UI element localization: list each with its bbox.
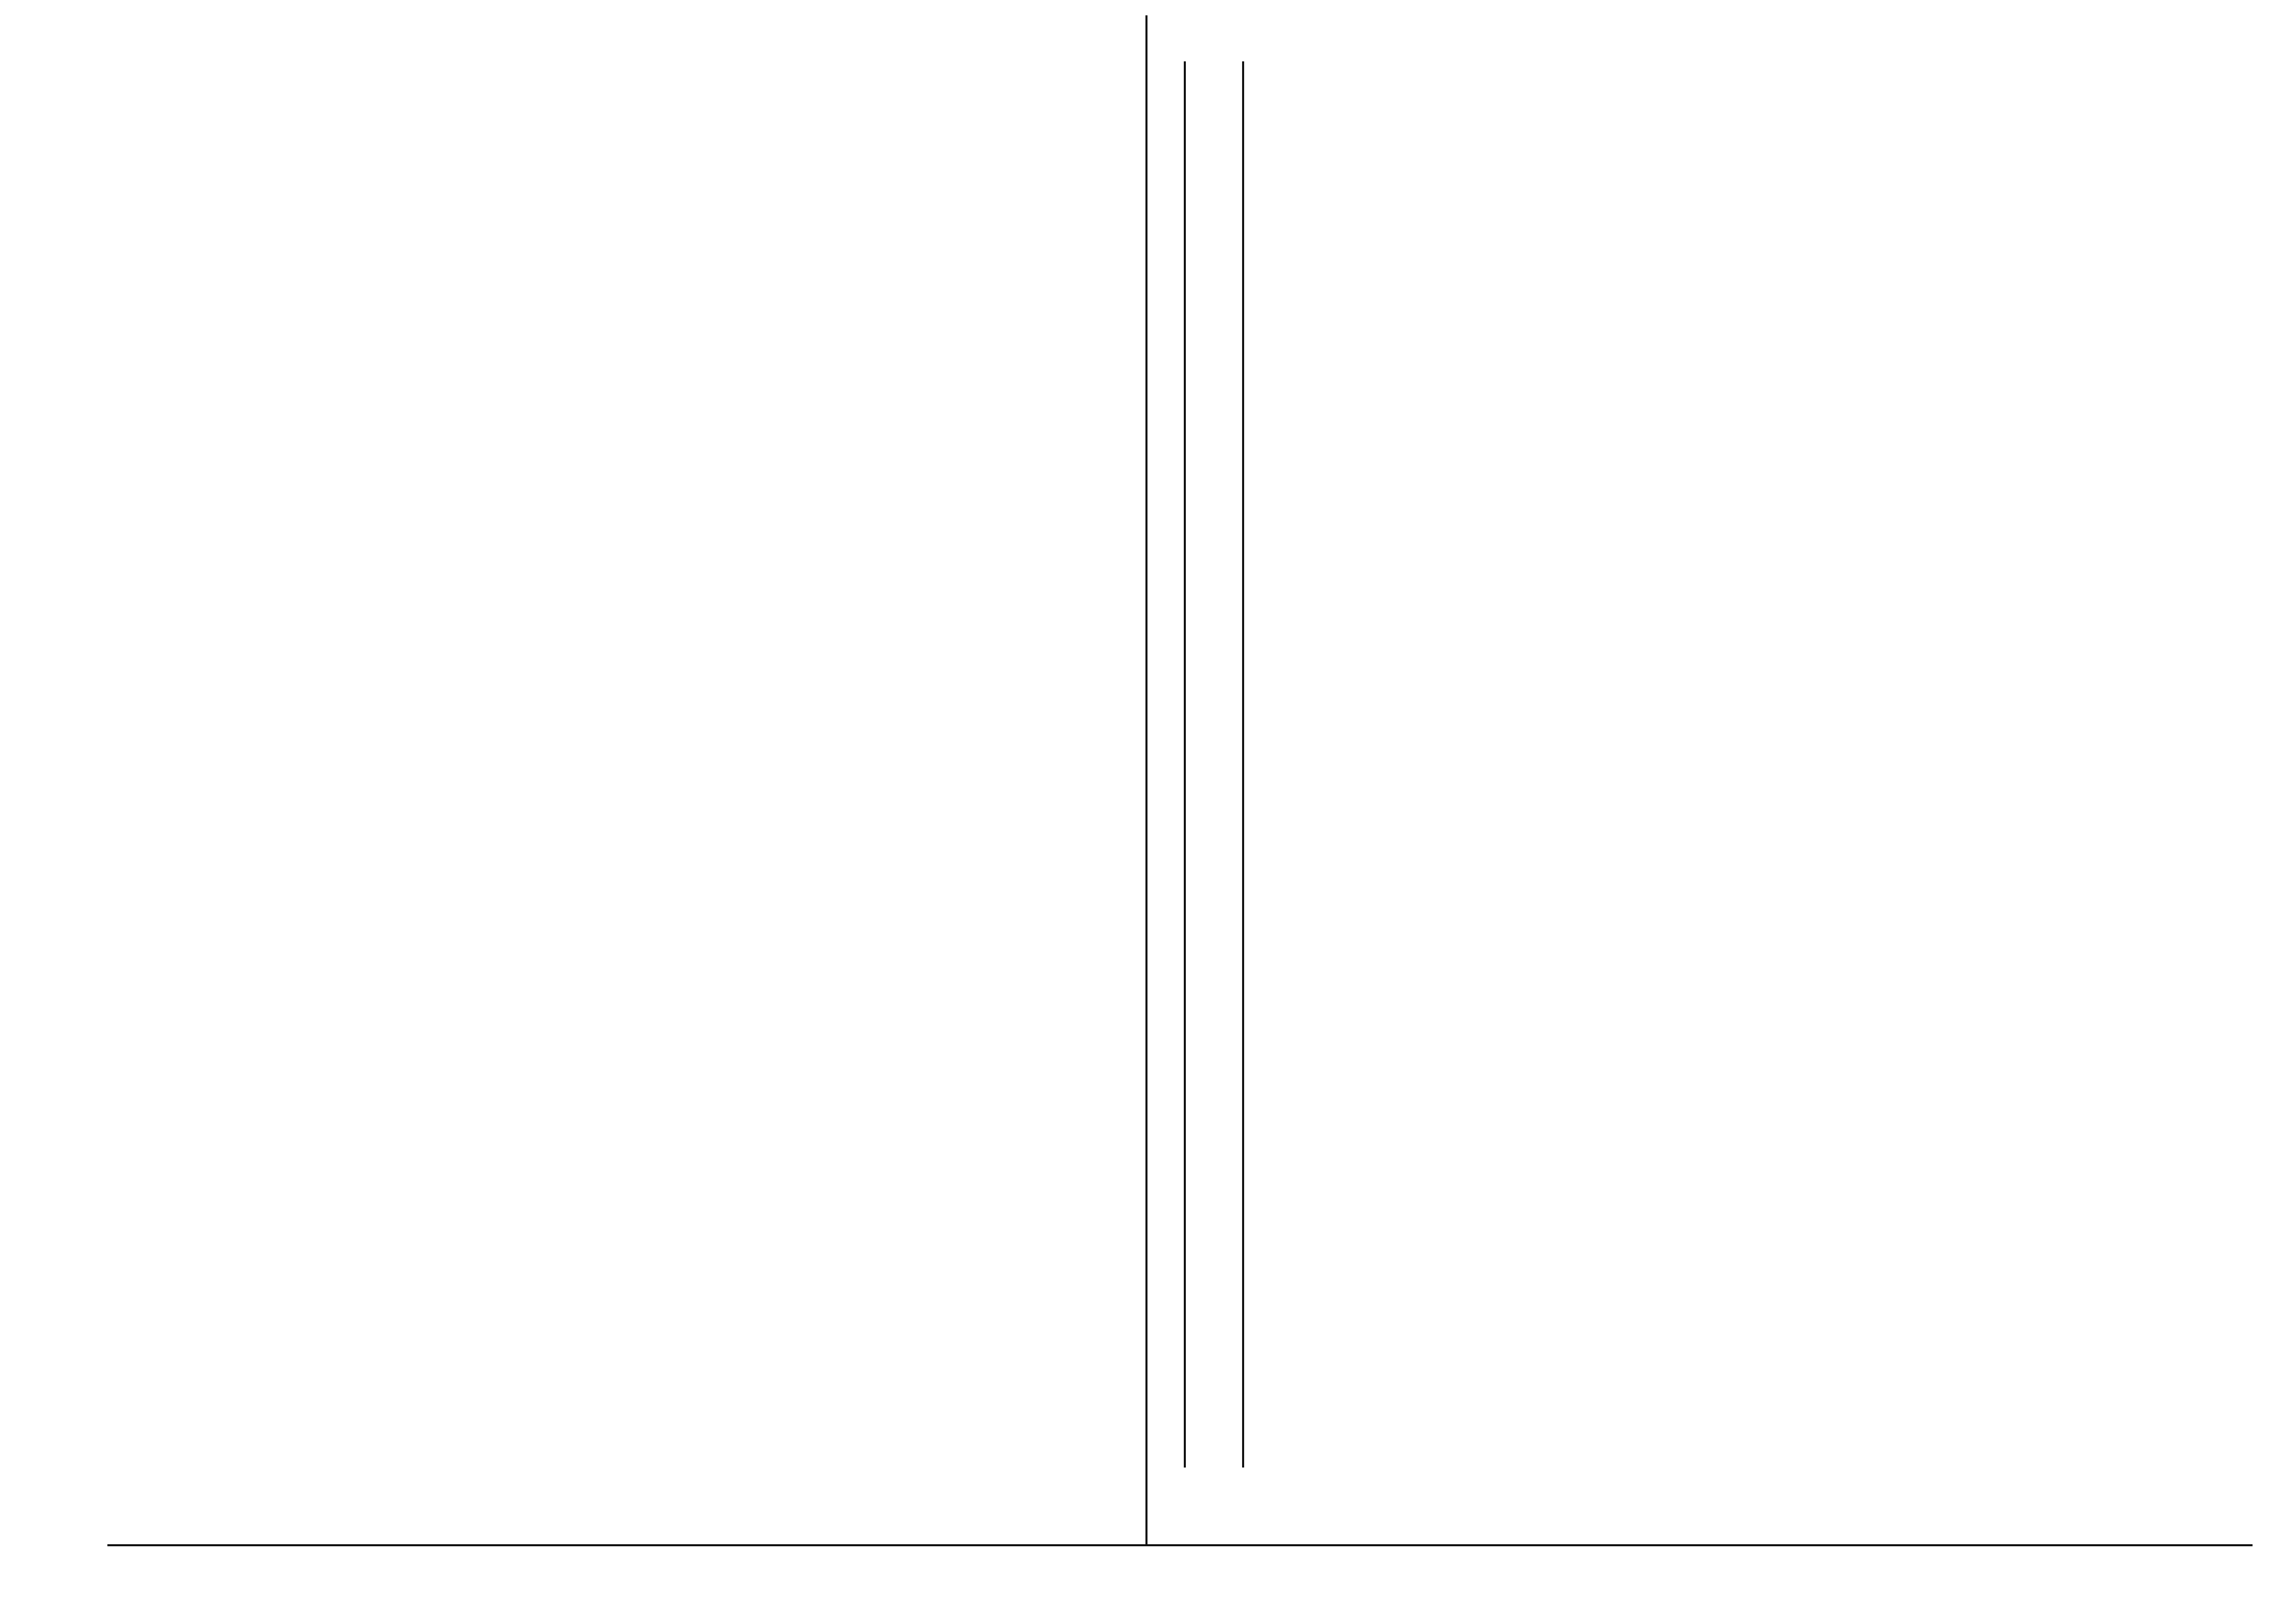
document-sidebar [1184, 61, 1244, 1468]
sheet-page-3 [110, 20, 1112, 1473]
center-divider [1145, 15, 1147, 1544]
sheet-page-4 [1243, 20, 2253, 1473]
bottom-divider [107, 1544, 2253, 1546]
